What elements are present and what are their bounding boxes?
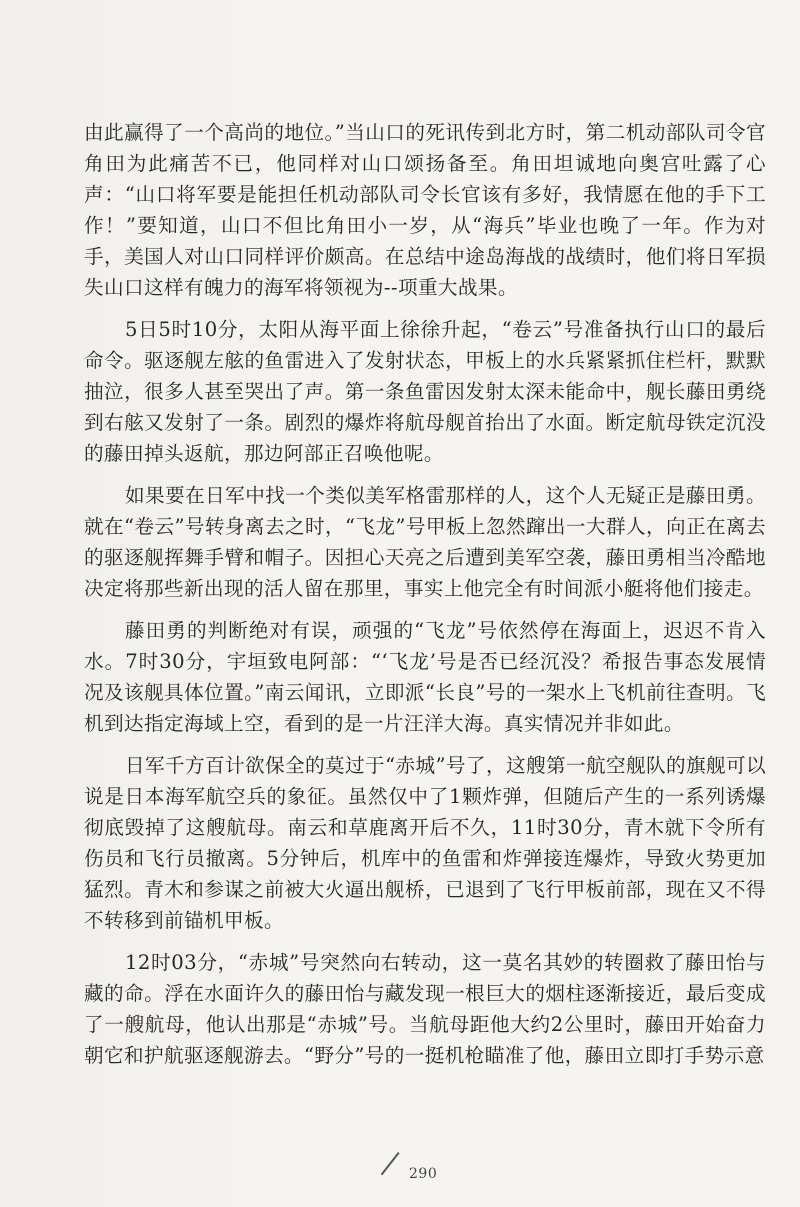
paragraph-5: 日军千方百计欲保全的莫过于“赤城”号了，这艘第一航空舰队的旗舰可以说是日本海军航空兵的象征。虽然仅中了1颗炸弹，但随后产生的一系列诱爆彻底毁掉了这艘航母。南云和草鹿离开后不久，11时30分，青木就下令所有伤员和飞行员撤离。5分钟后，机库中的鱼雷和炸弹接连爆炸，导致火势更加猛烈。青木和参谋之前被大火逼出舰桥，已退到了飞行甲板前部，现在又不得不转移到前锚机甲板。 xyxy=(84,754,766,932)
page-number-slash xyxy=(381,1152,400,1175)
paragraph-2: 5日5时10分，太阳从海平面上徐徐升起，“卷云”号准备执行山口的最后命令。驱逐舰左舷的鱼雷进入了发射状态，甲板上的水兵紧紧抓住栏杆，默默抽泣，很多人甚至哭出了声。第一条鱼雷因发射太深未能命中，舰长藤田勇绕到右舷又发射了一条。剧烈的爆炸将航母舰首抬出了水面。断定航母铁定沉没的藤田掉头返航，那边阿部正召唤他呢。 xyxy=(84,318,766,465)
page-number-text: 290 xyxy=(409,1166,438,1182)
paragraph-4: 藤田勇的判断绝对有误，顽强的“飞龙”号依然停在海面上，迟迟不肯入水。7时30分，宇垣致电阿部：“‘飞龙’号是否已经沉没？希报告事态发展情况及该舰具体位置。”南云闻讯，立即派“长良”号的一架水上飞机前往查明。飞机到达指定海域上空，看到的是一片汪洋大海。真实情况并非如此。 xyxy=(84,619,766,735)
paragraph-1: 由此赢得了一个高尚的地位。”当山口的死讯传到北方时，第二机动部队司令官角田为此痛苦不已，他同样对山口颂扬备至。角田坦诚地向奥宫吐露了心声：“山口将军要是能担任机动部队司令长官该有多好，我情愿在他的手下工作！”要知道，山口不但比角田小一岁，从“海兵”毕业也晚了一年。作为对手，美国人对山口同样评价颇高。在总结中途岛海战的战绩时，他们将日军损失山口这样有魄力的海军将领视为--项重大战果。 xyxy=(84,121,766,299)
paragraph-6: 12时03分，“赤城”号突然向右转动，这一莫名其妙的转圈救了藤田怡与藏的命。浮在水面许久的藤田怡与藏发现一根巨大的烟柱逐渐接近，最后变成了一艘航母，他认出那是“赤城”号。当航母距他大约2公里时，藤田开始奋力朝它和护航驱逐舰游去。“野分”号的一挺机枪瞄准了他，藤田立即打手势示意 xyxy=(84,951,766,1067)
body-text xyxy=(84,117,766,1071)
page-number xyxy=(390,1152,460,1192)
paragraph-3: 如果要在日军中找一个类似美军格雷那样的人，这个人无疑正是藤田勇。就在“卷云”号转身离去之时，“飞龙”号甲板上忽然蹿出一大群人，向正在离去的驱逐舰挥舞手臂和帽子。因担心天亮之后遭到美军空袭，藤田勇相当冷酷地决定将那些新出现的活人留在那里，事实上他完全有时间派小艇将他们接走。 xyxy=(84,484,766,600)
